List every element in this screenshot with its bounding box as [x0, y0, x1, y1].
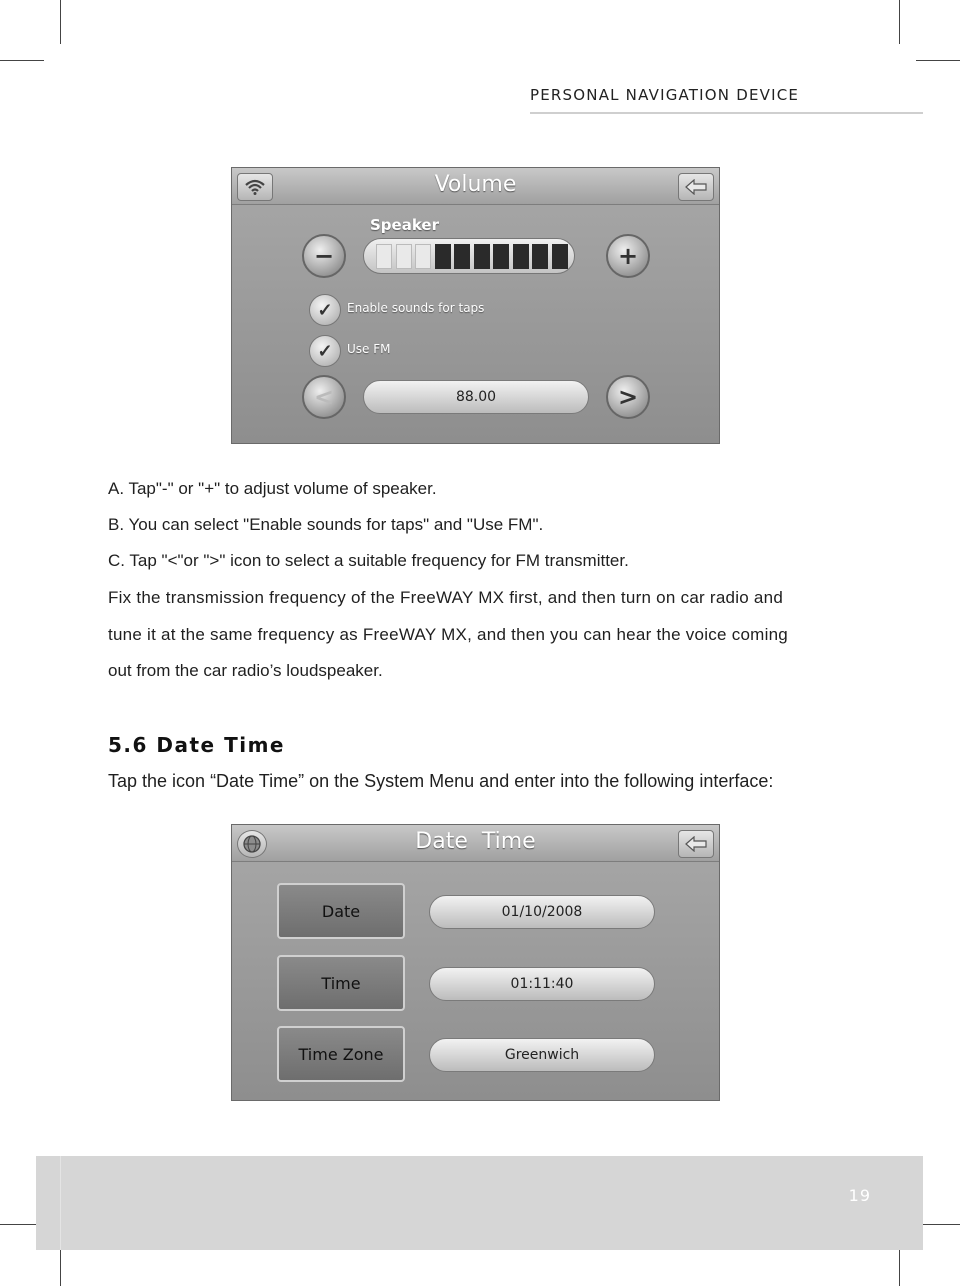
title-bar [232, 168, 719, 205]
volume-minus-button[interactable]: − [302, 234, 346, 278]
time-zone-value[interactable]: Greenwich [429, 1038, 655, 1072]
screen-title: Volume [434, 172, 517, 197]
speaker-label: Speaker [370, 216, 439, 234]
instruction-c: C. Tap "<"or ">" icon to select a suitable frequency for FM transmitter. [108, 551, 629, 570]
header-rule [530, 112, 923, 114]
volume-level-segment [435, 244, 451, 269]
volume-level-segment [376, 244, 392, 269]
date-value[interactable]: 01/10/2008 [429, 895, 655, 929]
use-fm-label: Use FM [347, 342, 391, 356]
crop-mark [60, 0, 61, 44]
volume-plus-button[interactable]: + [606, 234, 650, 278]
time-value[interactable]: 01:11:40 [429, 967, 655, 1001]
crop-mark [899, 0, 900, 44]
volume-level-segment [532, 244, 548, 269]
volume-level-segment [454, 244, 470, 269]
footer-band [36, 1156, 923, 1250]
crop-mark [0, 60, 44, 61]
enable-sounds-label: Enable sounds for taps [347, 301, 485, 315]
fix-paragraph-line: out from the car radio’s loudspeaker. [108, 661, 383, 680]
running-header: PERSONAL NAVIGATION DEVICE [530, 86, 800, 104]
frequency-display: 88.00 [363, 380, 589, 414]
back-arrow-icon[interactable] [678, 830, 714, 858]
time-label[interactable]: Time [277, 955, 405, 1011]
volume-level-segment [474, 244, 490, 269]
frequency-prev-button[interactable]: < [302, 375, 346, 419]
volume-level-segment [396, 244, 412, 269]
screen-title: Date Time [415, 829, 536, 854]
title-bar [232, 825, 719, 862]
volume-level-segment [552, 244, 568, 269]
back-arrow-icon[interactable] [678, 173, 714, 201]
check-icon[interactable]: ✓ [309, 335, 341, 367]
instruction-b: B. You can select "Enable sounds for taps" and "Use FM". [108, 515, 544, 534]
frequency-next-button[interactable]: > [606, 375, 650, 419]
volume-slider[interactable] [363, 238, 575, 274]
section-heading: 5.6 Date Time [108, 733, 285, 757]
volume-level-segment [513, 244, 529, 269]
instruction-a: A. Tap"-" or "+" to adjust volume of speaker. [108, 479, 437, 498]
page-number: 19 [848, 1186, 871, 1205]
section-intro: Tap the icon “Date Time” on the System Menu and enter into the following interface: [108, 771, 774, 791]
check-icon[interactable]: ✓ [309, 294, 341, 326]
datetime-screen [231, 824, 720, 1101]
fix-paragraph-line: Fix the transmission frequency of the FreeWAY MX first, and then turn on car radio and [108, 588, 784, 607]
volume-level-segment [493, 244, 509, 269]
crop-mark [916, 60, 960, 61]
volume-level-segment [415, 244, 431, 269]
date-label[interactable]: Date [277, 883, 405, 939]
footer-divider [60, 1156, 61, 1250]
volume-screen [231, 167, 720, 444]
time-zone-label[interactable]: Time Zone [277, 1026, 405, 1082]
fix-paragraph-line: tune it at the same frequency as FreeWAY MX, and then you can hear the voice coming [108, 625, 789, 644]
